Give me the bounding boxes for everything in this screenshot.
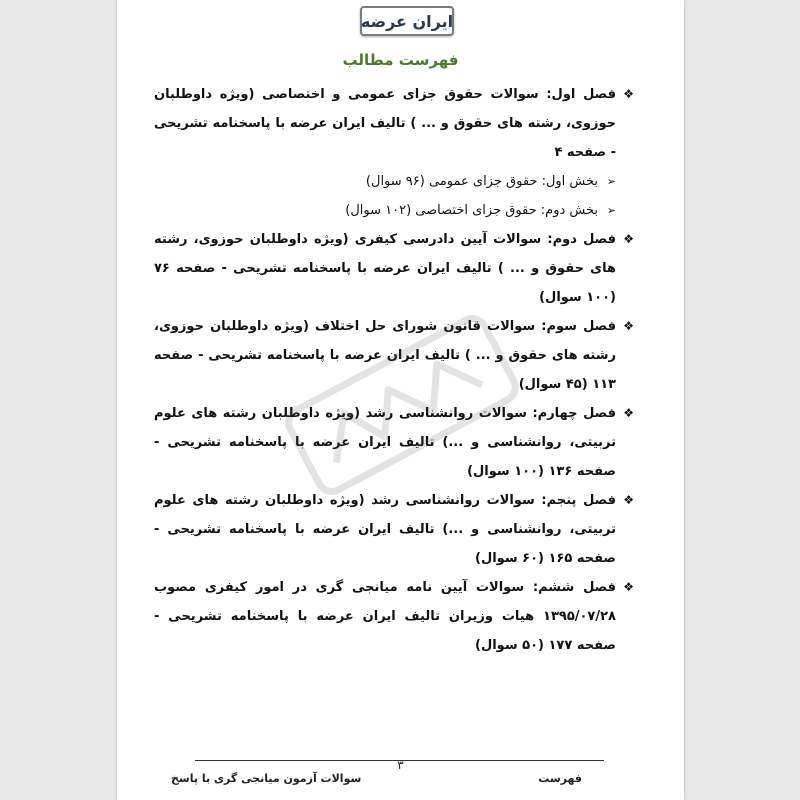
toc-chapter-6-text: فصل ششم: سوالات آیین نامه میانجی گری در امور کیفری مصوب ۱۳۹۵/۰۷/۲۸ هیات وزیران تالیف ایران عرضه با پاسخنامه تشریحی - صفحه ۱۷۷ (۵۰ سوال)	[154, 580, 616, 653]
brand-logo	[360, 6, 454, 36]
toc-chapter-1-text: فصل اول: سوالات حقوق جزای عمومی و اختصاصی (ویژه داوطلبان حوزوی، رشته های حقوق و ... ) تالیف ایران عرضه با پاسخنامه تشریحی - صفحه ۴	[154, 87, 616, 160]
toc-chapter-6[interactable]	[154, 573, 634, 660]
diamond-bullet-icon: ❖	[623, 87, 634, 101]
page-number: ۳	[397, 758, 404, 772]
diamond-bullet-icon: ❖	[623, 319, 634, 333]
diamond-bullet-icon: ❖	[623, 406, 634, 420]
diamond-bullet-icon: ❖	[623, 493, 634, 507]
toc-section-1-1-text: بخش اول: حقوق جزای عمومی (۹۶ سوال)	[365, 174, 598, 189]
diamond-bullet-icon: ❖	[623, 580, 634, 594]
toc-chapter-4[interactable]	[154, 399, 634, 486]
arrow-bullet-icon: ➢	[606, 204, 616, 217]
toc-chapter-1[interactable]	[154, 80, 634, 167]
toc-chapter-2-text: فصل دوم: سوالات آیین دادرسی کیفری (ویژه داوطلبان حوزوی، رشته های حقوق و ... ) تالیف ایران عرضه با پاسخنامه تشریحی - صفحه ۷۶ (۱۰۰ سوال)	[154, 232, 616, 305]
toc-chapter-3-text: فصل سوم: سوالات قانون شورای حل اختلاف (ویژه داوطلبان حوزوی، رشته های حقوق و ... ) تالیف ایران عرضه با پاسخنامه تشریحی - صفحه ۱۱۳ (۴۵ سوال)	[154, 319, 616, 392]
toc-chapter-5-text: فصل پنجم: سوالات روانشناسی رشد (ویژه داوطلبان رشته های علوم تربیتی، روانشناسی و ...) تالیف ایران عرضه با پاسخنامه تشریحی - صفحه ۱۶۵ (۶۰ سوال)	[154, 493, 616, 566]
toc-section-1-2-text: بخش دوم: حقوق جزای اختصاصی (۱۰۲ سوال)	[345, 203, 598, 218]
logo-text: ایران عرضه	[360, 11, 454, 31]
table-of-contents	[154, 80, 634, 660]
page-title: فهرست مطالب	[342, 51, 459, 69]
toc-section-1-1[interactable]	[154, 167, 634, 196]
toc-section-1-2[interactable]	[154, 196, 634, 225]
arrow-bullet-icon: ➢	[606, 175, 616, 188]
diamond-bullet-icon: ❖	[623, 232, 634, 246]
footer-section-label: فهرست	[538, 772, 582, 785]
toc-chapter-2[interactable]	[154, 225, 634, 312]
toc-chapter-4-text: فصل چهارم: سوالات روانشناسی رشد (ویژه داوطلبان رشته های علوم تربیتی، روانشناسی و ...) تالیف ایران عرضه با پاسخنامه تشریحی - صفحه ۱۳۶ (۱۰۰ سوال)	[154, 406, 616, 479]
toc-chapter-3[interactable]	[154, 312, 634, 399]
document-page	[117, 0, 684, 800]
footer-book-title: سوالات آزمون میانجی گری با پاسخ	[171, 772, 362, 785]
toc-chapter-5[interactable]	[154, 486, 634, 573]
